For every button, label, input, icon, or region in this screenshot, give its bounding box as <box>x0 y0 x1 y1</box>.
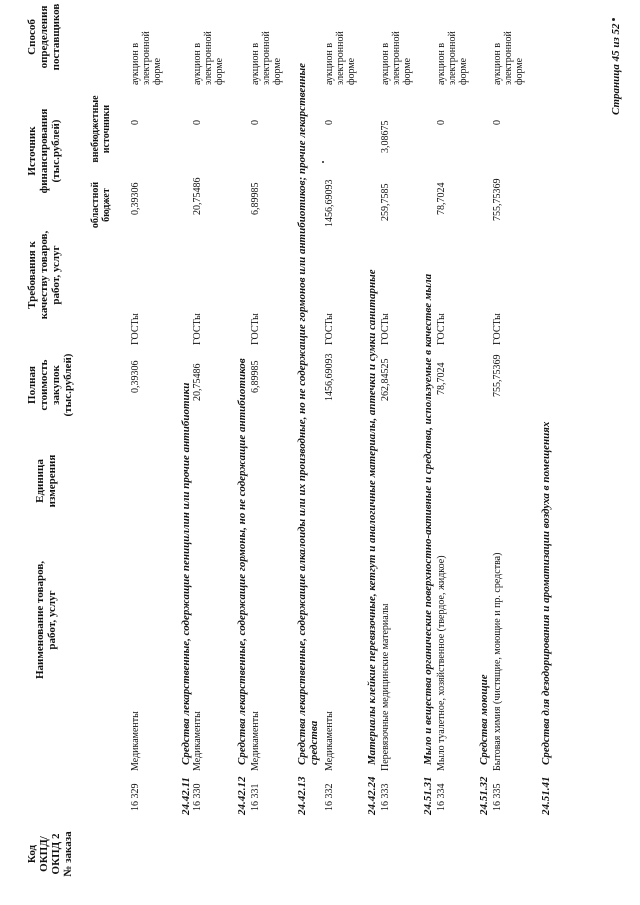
header-name: Наименование товаров, работ, услуг <box>34 560 58 680</box>
row-name: Мыло туалетное, хозяйственное (твердое, жидкое) <box>436 555 447 771</box>
row-cost: 0,39306 <box>130 360 141 393</box>
row-name: Медикаменты <box>324 711 335 771</box>
row-method: аукцион в электронной форме <box>250 31 283 85</box>
row-requirement: ГОСТы <box>380 313 391 345</box>
scan-speck <box>322 161 324 163</box>
row-order: 16 333 <box>380 783 391 811</box>
section-code: 24.42.13 <box>296 776 308 815</box>
row-extra: 0 <box>324 120 335 125</box>
page-number: Страница 45 из 52 <box>610 23 622 115</box>
section-title: Средства лекарственные, содержащие алкалоиды или их производные, но не содержащие гормонов или антибиотиков; прочие лекарственные средства <box>296 62 320 765</box>
section-title: Средства моющие <box>478 674 490 765</box>
row-order: 16 331 <box>250 783 261 811</box>
row-cost: 755,75369 <box>492 354 503 397</box>
row-cost: 6,89985 <box>250 360 261 393</box>
row-extra: 0 <box>492 120 503 125</box>
row-method: аукцион в электронной форме <box>130 31 163 85</box>
header-financing-budget: областной бюджет <box>90 181 112 229</box>
row-requirement: ГОСТы <box>492 313 503 345</box>
section-code: 24.51.32 <box>478 776 490 815</box>
section-code: 24.42.11 <box>180 777 192 815</box>
row-requirement: ГОСТы <box>250 313 261 345</box>
header-method: Способ определения поставщиков <box>26 3 62 71</box>
row-budget: 20,75486 <box>192 177 203 215</box>
row-cost: 262,84525 <box>380 358 391 401</box>
row-budget: 1456,69093 <box>324 179 335 227</box>
row-requirement: ГОСТы <box>130 313 141 345</box>
row-order: 16 329 <box>130 783 141 811</box>
section-title: Средства для дезодорирования и ароматизации воздуха в помещениях <box>540 421 552 765</box>
row-budget: 755,75369 <box>492 178 503 221</box>
header-financing: Источник финансирования (тыс.рублей) <box>26 108 62 194</box>
scan-speck <box>612 18 615 21</box>
row-requirement: ГОСТы <box>192 313 203 345</box>
row-method: аукцион в электронной форме <box>436 31 469 85</box>
section-title: Средства лекарственные, содержащие гормоны, но не содержащие антибиотиков <box>236 358 248 765</box>
row-order: 16 332 <box>324 783 335 811</box>
row-cost: 78,7024 <box>436 362 447 395</box>
row-name: Бытовая химия (чистящие, моющие и пр. средства) <box>492 552 503 771</box>
row-method: аукцион в электронной форме <box>324 31 357 85</box>
row-method: аукцион в электронной форме <box>380 31 413 85</box>
section-code: 24.42.12 <box>236 776 248 815</box>
row-extra: 0 <box>250 120 261 125</box>
row-budget: 6,89985 <box>250 182 261 215</box>
row-name: Перевязочные медицинские материалы <box>380 603 391 771</box>
row-extra: 0 <box>130 120 141 125</box>
row-cost: 1456,69093 <box>324 353 335 401</box>
row-extra: 3,08675 <box>380 120 391 153</box>
row-budget: 78,7024 <box>436 182 447 215</box>
header-cost: Полная стоимость закупок (тыс.рублей) <box>26 353 74 417</box>
section-title: Материалы клейкие перевязочные, кетгут и аналогичные материалы, аптечки и сумки санитарные <box>366 269 378 765</box>
header-requirements: Требования к качеству товаров, работ, услуг <box>26 230 62 320</box>
row-budget: 0,39306 <box>130 182 141 215</box>
section-title: Средства лекарственные, содержащие пенициллин или прочие антибиотики <box>180 382 192 765</box>
header-financing-extra: внебюджетные источники <box>90 95 112 163</box>
row-method: аукцион в электронной форме <box>192 31 225 85</box>
row-order: 16 335 <box>492 783 503 811</box>
row-requirement: ГОСТы <box>324 313 335 345</box>
row-name: Медикаменты <box>130 711 141 771</box>
section-code: 24.51.41 <box>540 776 552 815</box>
row-method: аукцион в электронной форме <box>492 31 525 85</box>
row-name: Медикаменты <box>250 711 261 771</box>
header-unit: Единица измерения <box>34 454 58 508</box>
section-code: 24.42.24 <box>366 776 378 815</box>
section-code: 24.51.31 <box>422 776 434 815</box>
row-extra: 0 <box>436 120 447 125</box>
header-code: Код ОКПД/ ОКПД 2 № заказа <box>26 831 74 877</box>
row-extra: 0 <box>192 120 203 125</box>
row-order: 16 330 <box>192 783 203 811</box>
row-budget: 259,7585 <box>380 183 391 221</box>
row-requirement: ГОСТы <box>436 313 447 345</box>
row-name: Медикаменты <box>192 711 203 771</box>
row-order: 16 334 <box>436 783 447 811</box>
row-cost: 20,75486 <box>192 363 203 401</box>
section-title: Мыло и вещества органические поверхностно-активные и средства, используемые в качестве мыла <box>422 273 434 765</box>
